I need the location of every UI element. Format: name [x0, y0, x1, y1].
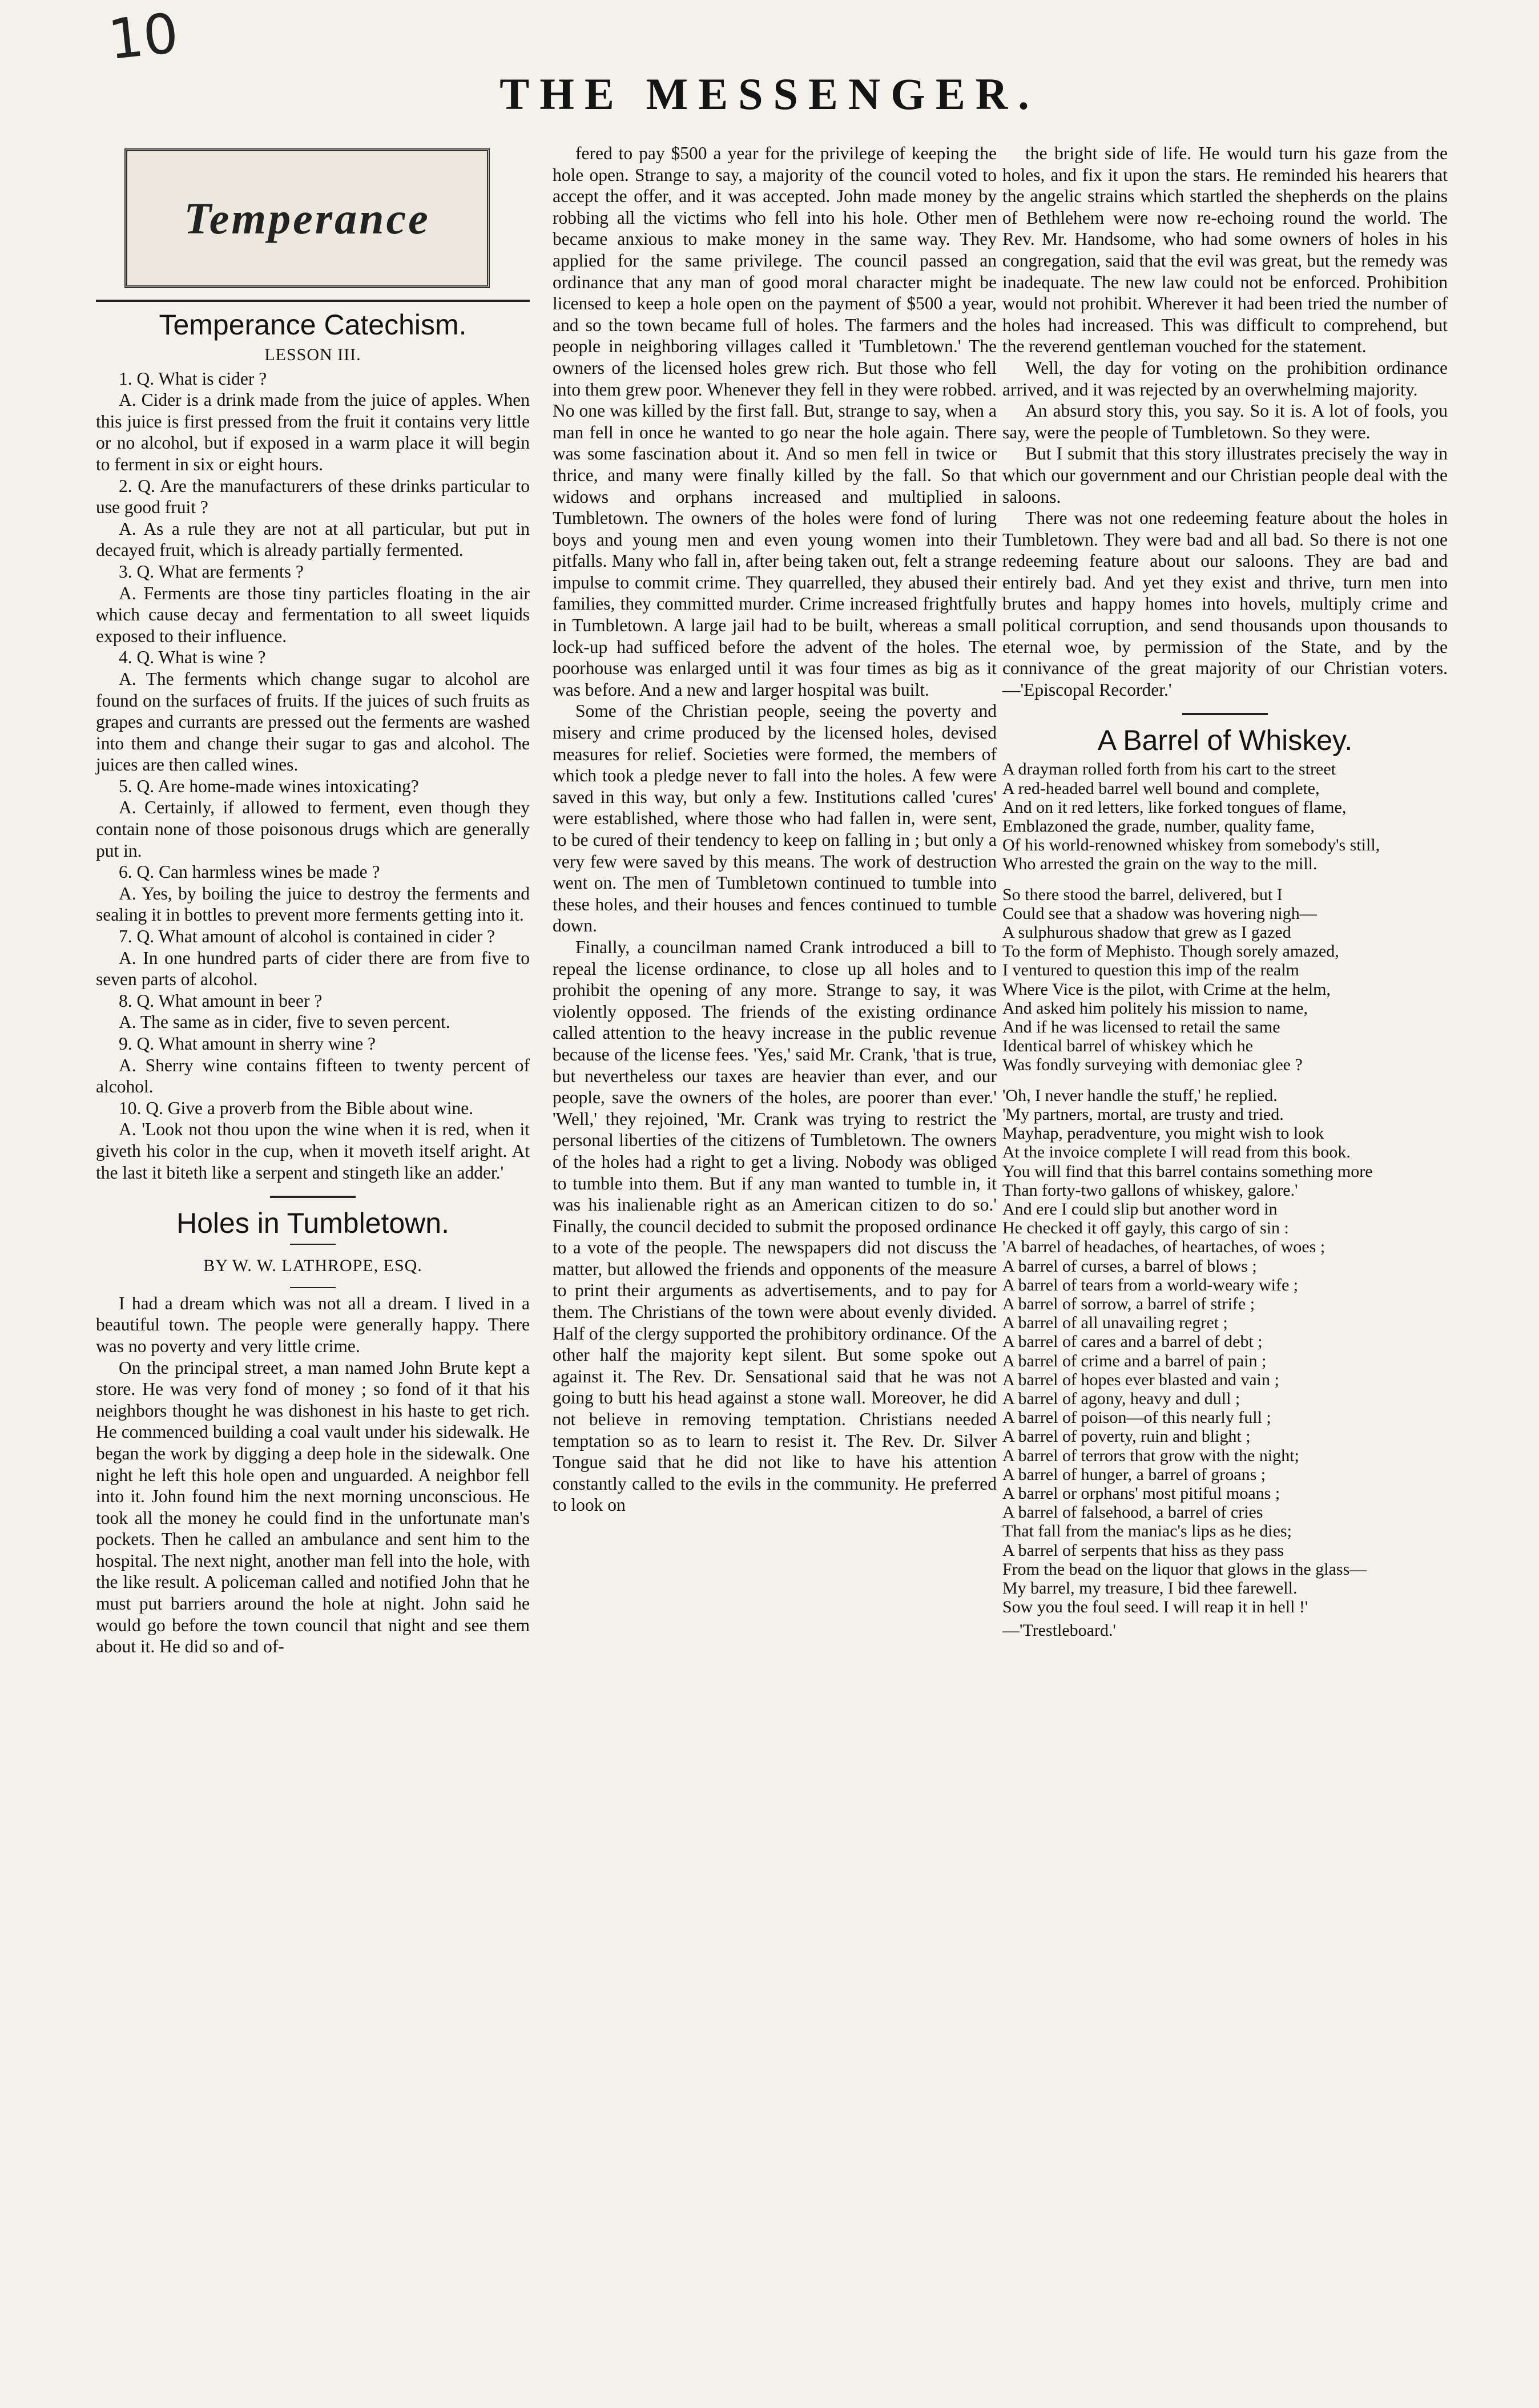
- masthead: THE MESSENGER.: [499, 69, 1040, 119]
- holes-body: [96, 1293, 530, 1657]
- catechism-paragraph: 1. Q. What is cider ?: [119, 368, 267, 389]
- catechism-paragraph: 7. Q. What amount of alcohol is contained in cider ?: [119, 926, 495, 947]
- poem-line: Was fondly surveying with demoniac glee ?: [1002, 1055, 1303, 1075]
- catechism-paragraph: A. Yes, by boiling the juice to destroy the ferments and sealing it in bottles to prevent more ferments getting into it.: [96, 883, 530, 925]
- catechism-paragraph: 6. Q. Can harmless wines be made ?: [119, 862, 380, 882]
- poem-line: So there stood the barrel, delivered, but I: [1002, 885, 1283, 904]
- poem-line: Who arrested the grain on the way to the mill.: [1002, 854, 1318, 874]
- temperance-ornament: Temperance: [124, 148, 490, 288]
- catechism-paragraph: A. Ferments are those tiny particles floating in the air which cause decay and fermentation to all sweet liquids exposed to their influence.: [96, 583, 530, 646]
- catechism-paragraph: 9. Q. What amount in sherry wine ?: [119, 1034, 376, 1054]
- poem-line: A drayman rolled forth from his cart to the street: [1002, 760, 1336, 779]
- catechism-paragraph: A. In one hundred parts of cider there are from five to seven parts of alcohol.: [96, 947, 530, 990]
- poem-line: A barrel of terrors that grow with the night;: [1002, 1446, 1299, 1465]
- poem-line: Emblazoned the grade, number, quality fame,: [1002, 817, 1315, 836]
- poem-line: At the invoice complete I will read from this book.: [1002, 1143, 1351, 1162]
- story-paragraph: On the principal street, a man named John Brute kept a store. He was very fond of money ; so fond of it that his neighbors thought he was dishonest in his haste to get rich. He commenced building a coal vault under his sidewalk. He began the work by digging a deep hole in the sidewalk. One night he left this hole open and unguarded. A neighbor fell into it. John found him the next morning unconscious. He took all the money he could find in the unfortunate man's pockets. Then he called an ambulance and sent him to the hospital. The next night, another man fell into the hole, with the like result. A policeman called and notified John that he must put barriers around the hole at night. John said he would go before the town council that night and see them about it. He did so and of-: [96, 1357, 530, 1657]
- byline-underline: [290, 1287, 336, 1288]
- catechism-paragraph: A. Certainly, if allowed to ferment, even though they contain none of those poisonous drugs which are generally put in.: [96, 797, 530, 861]
- poem-line: A barrel of agony, heavy and dull ;: [1002, 1389, 1240, 1408]
- poem-line: A barrel of crime and a barrel of pain ;: [1002, 1351, 1267, 1370]
- catechism-paragraph: 2. Q. Are the manufacturers of these drinks particular to use good fruit ?: [96, 475, 530, 518]
- section-rule: [96, 300, 530, 302]
- catechism-title: Temperance Catechism.: [159, 309, 467, 341]
- page-number: 10: [105, 1, 182, 72]
- poem-line: A barrel of all unavailing regret ;: [1002, 1313, 1228, 1333]
- poem-line: And if he was licensed to retail the same: [1002, 1018, 1280, 1037]
- poem-line: A sulphurous shadow that grew as I gazed: [1002, 923, 1291, 942]
- poem-line: From the bead on the liquor that glows in the glass—: [1002, 1559, 1367, 1579]
- story-paragraph: Finally, a councilman named Crank introduced a bill to repeal the license ordinance, to close up all holes and to prohibit the opening of any more. Strange to say, it was violently opposed. The friends of the existing ordinance called attention to the heavy increase in the public revenue because of the license fees. 'Yes,' said Mr. Crank, 'that is true, but nevertheless our taxes are heavier than ever, and our people, save the owners of the holes, are poorer than ever.' 'Well,' they rejoined, 'Mr. Crank was trying to restrict the personal liberties of the citizens of Tumbletown. The owners of the holes had a right to get a living. Nobody was obliged to tumble into them. But if any man wanted to tumble in, it was his inalienable right as an American citizen to do so.' Finally, the council decided to submit the proposed ordinance to a vote of the people. The newspapers did not discuss the matter, but allowed the friends and opponents of the measure to print their arguments as advertisements, and to pay for them. The Christians of the town were about evenly divided. Half of the clergy supported the prohibitory ordinance. Of the other half the majority kept silent. But some spoke out against it. The Rev. Dr. Sensational said that he was not going to butt his head against a stone wall. Moreover, he did not believe in removing temptation. Christians needed temptation so as to learn to resist it. The Rev. Dr. Silver Tongue said that he did not like to have his attention constantly called to the evils in the community. He preferred to look on: [553, 937, 997, 1515]
- poem-line: Where Vice is the pilot, with Crime at the helm,: [1002, 979, 1331, 999]
- column-1: [96, 143, 530, 1657]
- story-paragraph: But I submit that this story illustrates precisely the way in which our government and our Christian people deal with the saloons.: [1002, 443, 1448, 507]
- catechism-paragraph: A. As a rule they are not at all particular, but put in decayed fruit, which is already partially fermented.: [96, 518, 530, 560]
- poem-line: Could see that a shadow was hovering nigh—: [1002, 903, 1317, 923]
- poem-title: A Barrel of Whiskey.: [1097, 724, 1353, 757]
- lesson-label: LESSON III.: [264, 345, 361, 364]
- stanza-break: [1002, 874, 1448, 885]
- catechism-paragraph: 10. Q. Give a proverb from the Bible about wine.: [119, 1098, 474, 1118]
- catechism-paragraph: A. The ferments which change sugar to alcohol are found on the surfaces of fruits. If the juices of such fruits as grapes and currants are pressed out the ferments are washed into them and change their sugar to gas and alcohol. The juices are then called wines.: [96, 668, 530, 775]
- poem-body: [1002, 760, 1448, 1616]
- title-underline: [290, 1244, 336, 1245]
- holes-conclusion-body: [1002, 143, 1448, 700]
- poem-line: A barrel or orphans' most pitiful moans ;: [1002, 1483, 1280, 1503]
- poem-line: A barrel of cares and a barrel of debt ;: [1002, 1332, 1263, 1352]
- poem-line: A barrel of hunger, a barrel of groans ;: [1002, 1465, 1266, 1484]
- poem-line: And on it red letters, like forked tongues of flame,: [1002, 797, 1347, 817]
- section-divider: [270, 1196, 356, 1198]
- poem-line: Identical barrel of whiskey which he: [1002, 1036, 1253, 1056]
- catechism-paragraph: 4. Q. What is wine ?: [119, 647, 266, 668]
- catechism-paragraph: A. Sherry wine contains fifteen to twenty percent of alcohol.: [96, 1055, 530, 1097]
- poem-line: A barrel of poverty, ruin and blight ;: [1002, 1427, 1251, 1446]
- poem-line: A barrel of poison—of this nearly full ;: [1002, 1408, 1271, 1427]
- poem-line: A barrel of curses, a barrel of blows ;: [1002, 1256, 1257, 1276]
- poem-line: Mayhap, peradventure, you might wish to look: [1002, 1124, 1324, 1143]
- poem-line: 'A barrel of headaches, of heartaches, of woes ;: [1002, 1237, 1326, 1257]
- story-paragraph: Well, the day for voting on the prohibition ordinance arrived, and it was rejected by an overwhelming majority.: [1002, 357, 1448, 400]
- poem-line: Sow you the foul seed. I will reap it in hell !': [1002, 1598, 1308, 1617]
- story-paragraph: There was not one redeeming feature about the holes in Tumbletown. They were bad and all bad. So there is not one redeeming feature about our saloons. They are bad and entirely bad. And yet they exist and thrive, turn men into brutes and happy homes into hovels, multiply crime and political corruption, and send thousands upon thousands to eternal woe, by permission of the State, and by the connivance of the great majority of our Christian voters.—'Episcopal Recorder.': [1002, 508, 1448, 700]
- holes-continued-body: [553, 143, 997, 1516]
- poem-line: You will find that this barrel contains something more: [1002, 1161, 1373, 1181]
- story-paragraph: An absurd story this, you say. So it is. A lot of fools, you say, were the people of Tumbletown. So they were.: [1002, 401, 1448, 442]
- section-divider: [1182, 713, 1268, 715]
- catechism-body: [96, 368, 530, 1184]
- catechism-paragraph: A. Cider is a drink made from the juice of apples. When this juice is first pressed from the fruit it contains very little or no alcohol, but if exposed in a warm place it will begin to ferment in six or eight hours.: [96, 390, 530, 474]
- poem-line: Of his world-renowned whiskey from somebody's still,: [1002, 836, 1380, 855]
- byline: BY W. W. LATHROPE, ESQ.: [203, 1256, 422, 1276]
- poem-line: To the form of Mephisto. Though sorely amazed,: [1002, 942, 1339, 961]
- poem-line: 'My partners, mortal, are trusty and tried.: [1002, 1104, 1284, 1124]
- poem-line: That fall from the maniac's lips as he dies;: [1002, 1522, 1292, 1541]
- poem-line: A barrel of falsehood, a barrel of cries: [1002, 1503, 1263, 1522]
- story-paragraph: fered to pay $500 a year for the privilege of keeping the hole open. Strange to say, a majority of the council voted to accept the offer, and it was accepted. John made money by robbing all the victims who fell into his hole. Other men became anxious to make money in the same way. They applied for the same privilege. The council passed an ordinance that any man of good moral character might be licensed to keep a hole open on the payment of $500 a year, and so the town became full of holes. The farmers and the people in neighboring villages called it 'Tumbletown.' The owners of the licensed holes grew rich. But those who fell into them grew poor. Whenever they fell in they were robbed. No one was killed by the first fall. But, strange to say, when a man fell in once he wanted to go near the hole again. There was some fascination about it. And so men fell in twice or thrice, and many were finally killed by the fall. So that widows and orphans increased and multiplied in Tumbletown. The owners of the holes were fond of luring boys and young men and even young women into their pitfalls. Many who fall in, after being taken out, felt a strange impulse to commit crime. They quarrelled, they abused their families, they committed murder. Crime increased frightfully in Tumbletown. A large jail had to be built, whereas a small lock-up had sufficed before the advent of the holes. The poorhouse was enlarged until it was four times as big as it was before. And a new and larger hospital was built.: [553, 143, 997, 700]
- poem-credit: —'Trestleboard.': [1002, 1621, 1116, 1640]
- catechism-paragraph: A. The same as in cider, five to seven percent.: [119, 1012, 450, 1032]
- catechism-paragraph: 8. Q. What amount in beer ?: [119, 990, 323, 1011]
- poem-line: My barrel, my treasure, I bid thee farewell.: [1002, 1578, 1298, 1598]
- poem-line: He checked it off gayly, this cargo of sin :: [1002, 1219, 1289, 1238]
- poem-line: 'Oh, I never handle the stuff,' he replied.: [1002, 1086, 1278, 1105]
- poem-line: A barrel of serpents that hiss as they pass: [1002, 1540, 1284, 1560]
- poem-line: Than forty-two gallons of whiskey, galore.': [1002, 1180, 1298, 1200]
- holes-title: Holes in Tumbletown.: [176, 1207, 449, 1240]
- column-2: [553, 143, 997, 1516]
- poem-line: A barrel of hopes ever blasted and vain ;: [1002, 1370, 1279, 1389]
- catechism-paragraph: 5. Q. Are home-made wines intoxicating?: [119, 776, 419, 796]
- poem-line: And ere I could slip but another word in: [1002, 1199, 1278, 1219]
- poem-line: I ventured to question this imp of the realm: [1002, 961, 1299, 980]
- story-paragraph: the bright side of life. He would turn his gaze from the holes, and fix it upon the stars. He reminded his hearers that the angelic strains which startled the shepherds on the plains of Bethlehem were now re-echoing round the world. The Rev. Mr. Handsome, who had some owners of holes in his congregation, said that the evil was great, but the remedy was inadequate. The new law could not be enforced. Prohibition would not prohibit. Wherever it had been tried the number of holes had increased. This was difficult to comprehend, but the reverend gentleman vouched for the statement.: [1002, 143, 1448, 357]
- story-paragraph: I had a dream which was not all a dream. I lived in a beautiful town. The people were generally happy. There was no poverty and very little crime.: [96, 1293, 530, 1356]
- catechism-paragraph: 3. Q. What are ferments ?: [119, 561, 304, 582]
- stanza-break: [1002, 1075, 1448, 1086]
- column-3: [1002, 143, 1448, 1641]
- poem-line: A barrel of tears from a world-weary wife ;: [1002, 1275, 1299, 1294]
- poem-line: A barrel of sorrow, a barrel of strife ;: [1002, 1294, 1255, 1313]
- catechism-paragraph: A. 'Look not thou upon the wine when it is red, when it giveth his color in the cup, when it moveth itself aright. At the last it biteth like a serpent and stingeth like an adder.': [96, 1119, 530, 1183]
- story-paragraph: Some of the Christian people, seeing the poverty and misery and crime produced by the licensed holes, devised measures for relief. Societies were formed, the members of which took a pledge never to fall into the holes. A few were saved in this way, but only a few. Institutions called 'cures' were established, where those who had fallen in, were sent, to be cured of their tendency to keep on falling in ; but only a very few were saved by this means. The work of destruction went on. The men of Tumbletown continued to tumble into these holes, and their houses and fences continued to tumble down.: [553, 701, 997, 936]
- poem-line: And asked him politely his mission to name,: [1002, 998, 1308, 1018]
- poem-line: A red-headed barrel well bound and complete,: [1002, 779, 1320, 798]
